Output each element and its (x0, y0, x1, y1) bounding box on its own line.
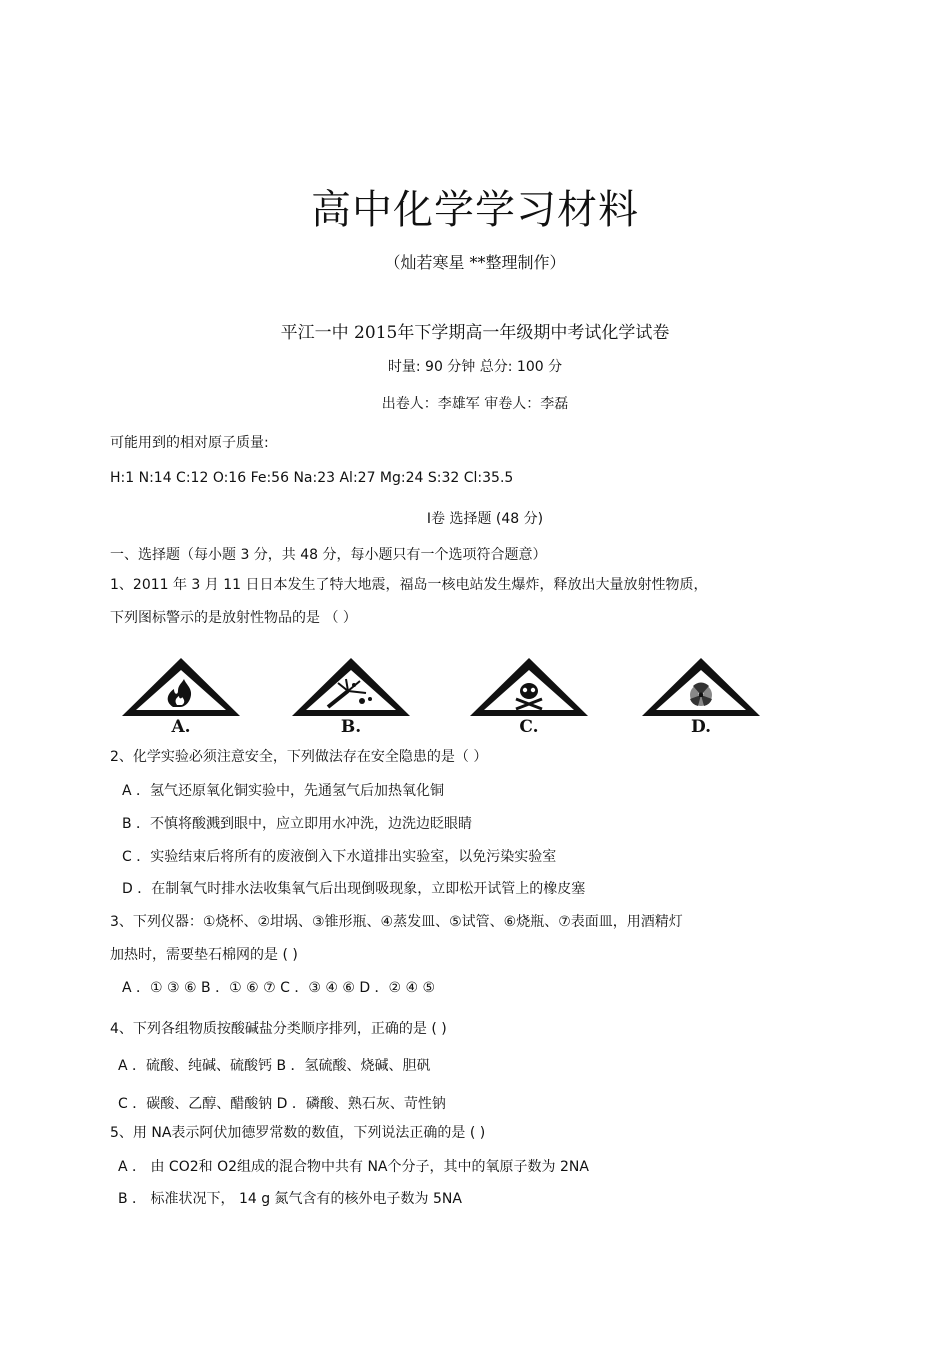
option-a-symbol (118, 655, 244, 737)
radioactive-icon (638, 655, 764, 719)
q1-stem-line1: 1、2011 年 3 月 11 日日本发生了特大地震，福岛一核电站发生爆炸，释放出大量放射性物质， (110, 577, 708, 593)
q2-option-b: B ．不慎将酸溅到眼中，应立即用水冲洗，边洗边眨眼睛 (122, 816, 473, 832)
option-c-symbol (466, 655, 592, 737)
q2-stem: 2、化学实验必须注意安全，下列做法存在安全隐患的是（ ） (110, 749, 488, 765)
option-b-label: B. (340, 717, 362, 737)
explosive-icon (288, 655, 414, 719)
exam-authors: 出卷人：李雄军 审卷人：李磊 (381, 396, 569, 412)
q3-stem-line1: 3、下列仪器：①烧杯、②坩埚、③锥形瓶、④蒸发皿、⑤试管、⑥烧瓶、⑦表面皿，用酒精灯 (110, 914, 683, 930)
q2-option-c: C ．实验结束后将所有的废液倒入下水道排出实验室，以免污染实验室 (122, 849, 557, 865)
q1-stem-line2: 下列图标警示的是放射性物品的是 （ ） (110, 610, 357, 626)
option-c-label: C. (519, 717, 539, 737)
document-title: 高中化学学习材料 (311, 187, 639, 233)
option-d-symbol (638, 655, 764, 737)
exam-time: 时量: 90 分钟 总分: 100 分 (387, 359, 563, 375)
q2-option-a: A ．氢气还原氧化铜实验中，先通氢气后加热氧化铜 (122, 783, 445, 799)
atomic-mass-list: H:1 N:14 C:12 O:16 Fe:56 Na:23 Al:27 Mg:24 S:32 Cl:35.5 (110, 470, 514, 486)
volume-heading: Ⅰ卷 选择题 (48 分) (426, 511, 544, 527)
q2-option-d: D ．在制氧气时排水法收集氧气后出现倒吸现象，立即松开试管上的橡皮塞 (122, 881, 586, 897)
hazard-symbol-row (118, 655, 763, 737)
flammable-icon (118, 655, 244, 719)
q5-option-b: B ． 标准状况下， 14 g 氮气含有的核外电子数为 5NA (118, 1191, 462, 1207)
q5-stem: 5、用 NA表示阿伏加德罗常数的数值，下列说法正确的是 ( ) (110, 1125, 486, 1141)
option-a-label: A. (171, 717, 191, 737)
q3-stem-line2: 加热时，需要垫石棉网的是 ( ) (110, 947, 298, 963)
option-b-symbol (288, 655, 414, 737)
atomic-mass-label: 可能用到的相对原子质量: (110, 435, 269, 451)
toxic-icon (466, 655, 592, 719)
q4-stem: 4、下列各组物质按酸碱盐分类顺序排列，正确的是 ( ) (110, 1021, 447, 1037)
option-d-label: D. (690, 717, 712, 737)
exam-name: 平江一中 2015年下学期高一年级期中考试化学试卷 (280, 323, 670, 343)
document-subtitle: （灿若寒星 **整理制作） (384, 253, 566, 272)
q3-options: A ．① ③ ⑥ B ．① ⑥ ⑦ C ．③ ④ ⑥ D ．② ④ ⑤ (122, 980, 436, 996)
q5-option-a: A ． 由 CO2和 O2组成的混合物中共有 NA个分子，其中的氧原子数为 2NA (118, 1159, 589, 1175)
q4-options-ab: A ．硫酸、纯碱、硫酸钙 B ．氢硫酸、烧碱、胆矾 (118, 1058, 431, 1074)
q4-options-cd: C ．碳酸、乙醇、醋酸钠 D ．磷酸、熟石灰、苛性钠 (118, 1096, 446, 1112)
section-heading: 一、选择题（每小题 3 分，共 48 分，每小题只有一个选项符合题意） (110, 547, 547, 563)
